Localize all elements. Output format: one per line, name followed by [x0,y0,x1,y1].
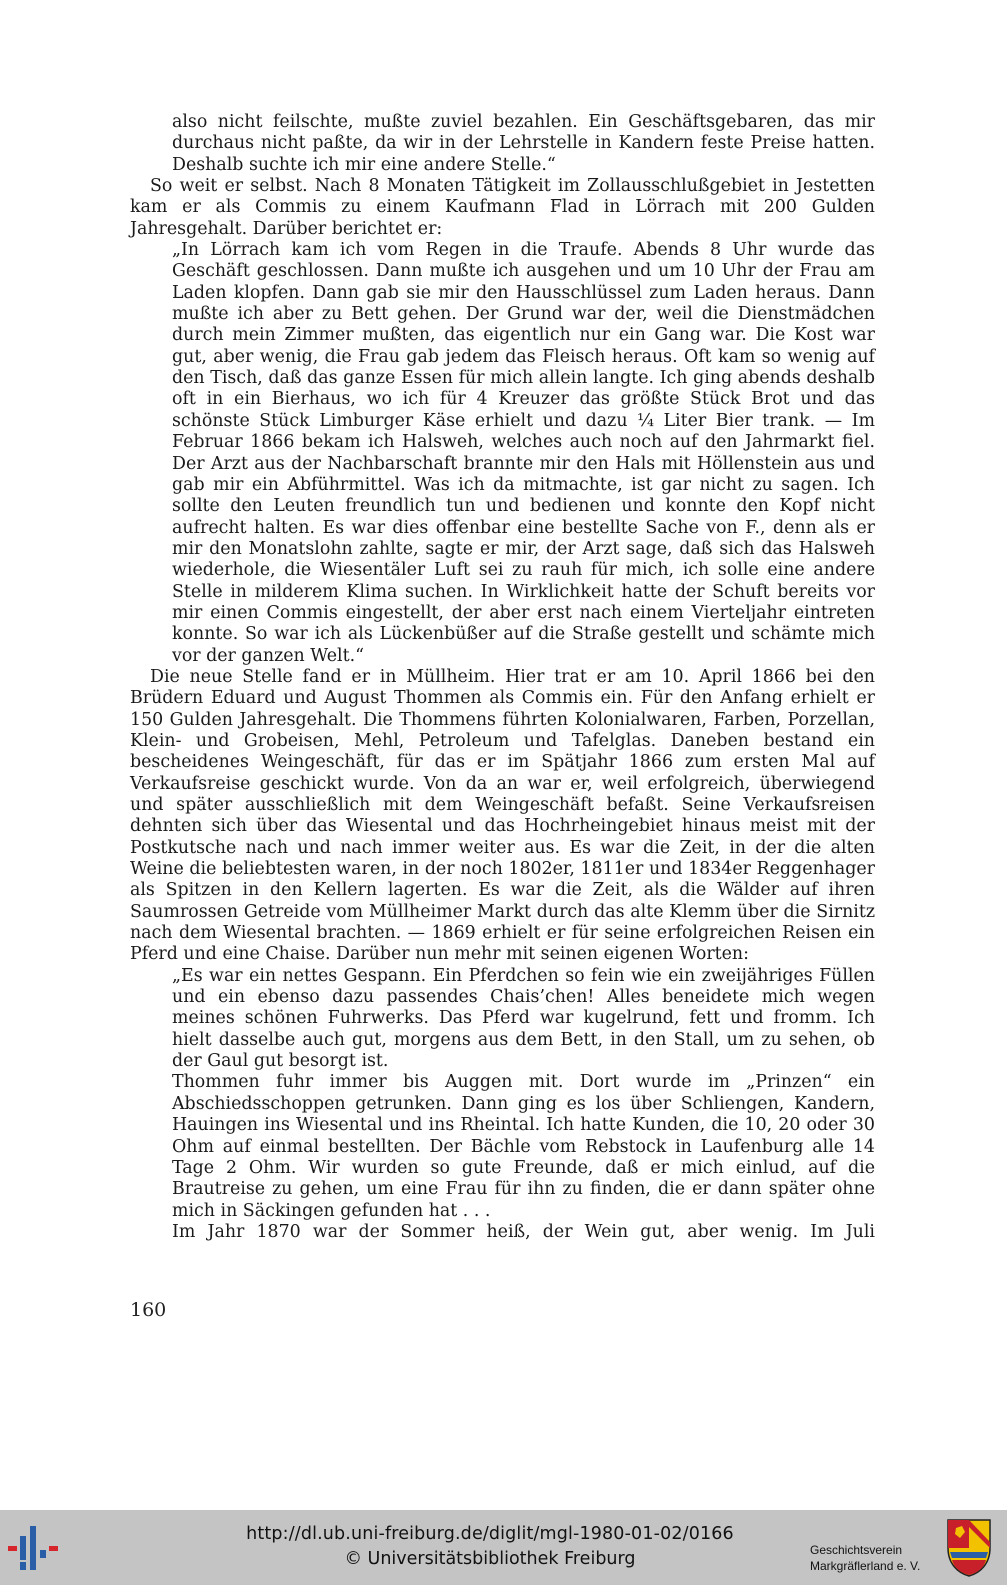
quote-paragraph: Im Jahr 1870 war der Sommer heiß, der Wein gut, aber wenig. Im Juli [172,1221,875,1242]
ub-freiburg-logo-icon[interactable] [8,1524,64,1574]
body-paragraph: Die neue Stelle fand er in Müllheim. Hier trat er am 10. April 1866 bei den Brüdern Eduard und August Thommen als Commis ein. Für den Anfang erhielt er 150 Gulden Jahresgehalt. Die Thommens führten Kolonialwaren, Farben, Porzellan, Klein- und Grobeisen, Mehl, Petroleum und Tafelglas. Daneben bestand ein bescheidenes Weingeschäft, für das er im Spätjahr 1866 zum ersten Mal auf Verkaufsreise geschickt wurde. Von da an war er, weil erfolgreich, überwiegend und später ausschließlich mit dem Weingeschäft befaßt. Seine Verkaufsreisen dehnten sich über das Wiesental und das Hochrheingebiet hinaus meist mit der Postkutsche nach und nach immer weiter aus. Es war die Zeit, in der die alten Weine die beliebtesten waren, in der noch 1802er, 1811er und 1834er Reggenhager als Spitzen in den Kellern lagerten. Es war die Zeit, als die Wälder auf ihren Saumrossen Getreide vom Müllheimer Markt durch das alte Klemm über die Sirnitz nach dem Wiesental brachten. — 1869 erhielt er für seine erfolgreichen Reisen ein Pferd und eine Chaise. Darüber nun mehr mit seinen eigenen Worten: [130,666,875,965]
body-text [130,112,875,1243]
quote-paragraph: „Es war ein nettes Gespann. Ein Pferdchen so fein wie ein zweijähriges Füllen und ein ebenso dazu passendes Chais’chen! Alles beneidete mich wegen meines schönen Fuhrwerks. Das Pferd war kugelrund, fett und fromm. Ich hielt dasselbe auch gut, morgens aus dem Bett, in den Stall, um zu sehen, ob der Gaul gut besorgt ist. [172,965,875,1072]
society-line-2: Markgräflerland e. V. [810,1559,921,1573]
quote-paragraph: „In Lörrach kam ich vom Regen in die Traufe. Abends 8 Uhr wurde das Geschäft geschlossen. Dann mußte ich ausgehen und um 10 Uhr der Frau am Laden klopfen. Dann gab sie mir den Hausschlüssel zum Laden heraus. Dann mußte ich aber zu Bett gehen. Der Grund war der, weil die Dienstmädchen durch mein Zimmer mußten, das eigentlich nur ein Gang war. Die Kost war gut, aber wenig, die Frau gab jedem das Fleisch heraus. Oft kam so wenig auf den Tisch, daß das ganze Essen für mich allein langte. Ich ging abends deshalb oft in ein Bierhaus, wo ich für 4 Kreuzer das größte Stück Brot und das schönste Stück Limburger Käse erhielt und dazu ¼ Liter Bier trank. — Im Februar 1866 bekam ich Halsweh, welches auch noch auf den Jahrmarkt fiel. Der Arzt aus der Nachbarschaft brannte mir den Hals mit Höllenstein aus und gab mir ein Abführmittel. Was ich da mitmachte, ist gar nicht zu sagen. Ich sollte den Leuten freundlich tun und bedienen und konnte den Kopf nicht aufrecht halten. Es war dies offenbar eine bestellte Sache von F., denn als er mir den Monatslohn zahlte, sagte er mir, der Arzt sage, daß sich das Halsweh wiederhole, die Wiesentäler Luft sei zu rauh für mich, ich solle eine andere Stelle in milderem Klima suchen. In Wirklichkeit hatte der Schuft bereits vor mir einen Commis eingestellt, der aber erst nach einem Vierteljahr eintreten konnte. So war ich als Lückenbüßer auf die Straße gestellt und schämte mich vor der ganzen Welt.“ [172,240,875,666]
copyright-notice: © Universitätsbibliothek Freiburg [344,1549,636,1569]
quote-paragraph: Thommen fuhr immer bis Auggen mit. Dort wurde im „Prinzen“ ein Abschiedsschoppen getrunken. Dann ging es los über Schliengen, Kandern, Hauingen ins Wiesental und ins Rheintal. Ich hatte Kunden, die 10, 20 oder 30 Ohm auf einmal bestellten. Der Bächle vom Rebstock in Laufenburg alle 14 Tage 2 Ohm. Wir wurden so gute Freunde, daß er mich einlud, auf die Brautreise zu gehen, um eine Frau für ihn zu finden, die er dann später ohne mich in Säckingen gefunden hat . . . [172,1072,875,1221]
page-number: 160 [130,1299,167,1321]
coat-of-arms-icon[interactable] [946,1518,992,1578]
permalink-url[interactable]: http://dl.ub.uni-freiburg.de/diglit/mgl-1980-01-02/0166 [246,1524,734,1544]
society-line-1: Geschichtsverein [810,1543,903,1557]
footer-bar [0,1510,1007,1585]
society-name [810,1542,920,1574]
body-paragraph: So weit er selbst. Nach 8 Monaten Tätigkeit im Zollausschlußgebiet in Jestetten kam er als Commis zu einem Kaufmann Flad in Lörrach mit 200 Gulden Jahresgehalt. Darüber berichtet er: [130,176,875,239]
footer-citation [200,1522,780,1572]
quote-paragraph: also nicht feilschte, mußte zuviel bezahlen. Ein Geschäftsgebaren, das mir durchaus nicht paßte, da wir in der Lehrstelle in Kandern feste Preise hatten. Deshalb suchte ich mir eine andere Stelle.“ [172,112,875,175]
